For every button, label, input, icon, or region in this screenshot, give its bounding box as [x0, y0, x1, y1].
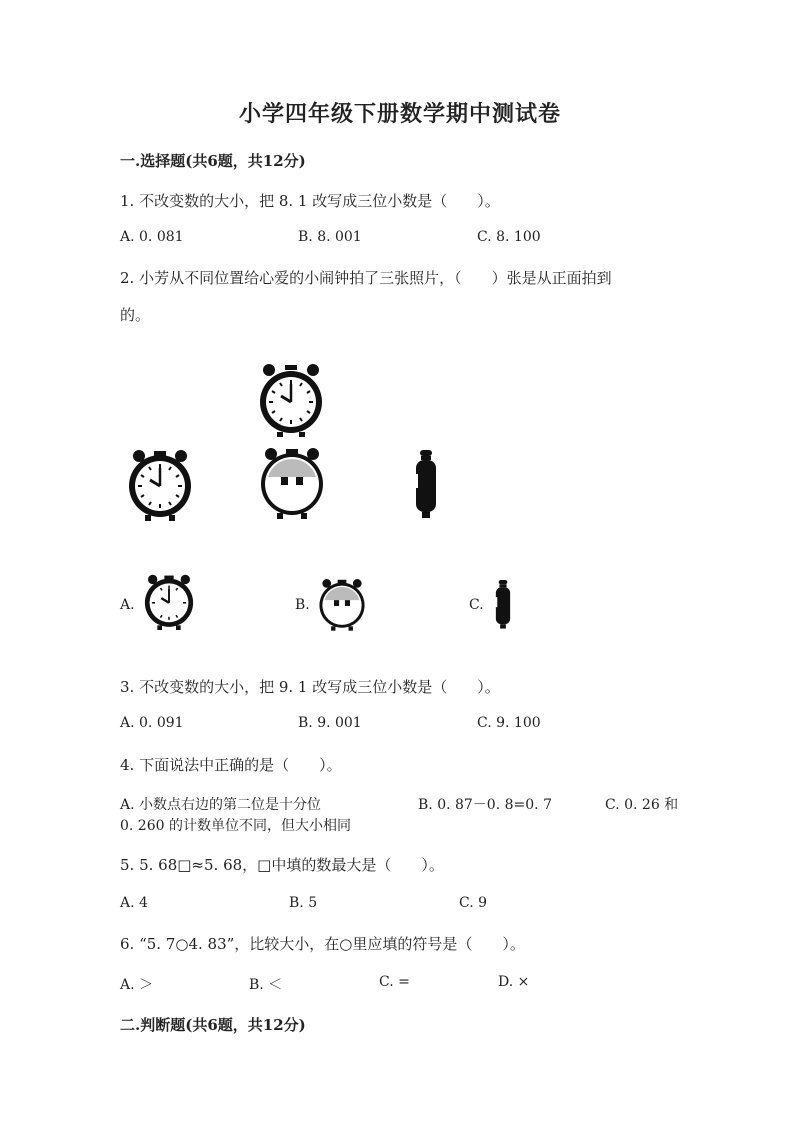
- question-1-option-b: B. 8. 001: [298, 229, 362, 245]
- option-b-clock-back-icon: [318, 578, 366, 631]
- question-3-text: 3. 不改变数的大小，把 9. 1 改写成三位小数是（ ）。: [120, 678, 500, 696]
- option-c-clock-side-icon: [493, 580, 513, 630]
- option-a-clock-front-icon: [142, 574, 196, 630]
- question-3-option-c: C. 9. 100: [477, 715, 541, 731]
- question-6-option-b: B. ＜: [249, 977, 283, 993]
- question-4-option-a: A. 小数点右边的第二位是十分位: [120, 797, 322, 813]
- question-4-text: 4. 下面说法中正确的是（ ）。: [120, 756, 342, 774]
- question-2-text-line2: 的。: [120, 306, 151, 324]
- question-4-option-c: C. 0. 26 和: [605, 797, 679, 813]
- question-2-text-line1: 2. 小芳从不同位置给心爱的小闹钟拍了三张照片，（ ）张是从正面拍到: [120, 269, 612, 287]
- clock-photo-top: [255, 362, 327, 437]
- clock-photo-back: [259, 447, 325, 519]
- question-1-option-c: C. 8. 100: [477, 229, 541, 245]
- question-2-option-c: C.: [469, 597, 484, 613]
- clock-photo-left: [127, 449, 193, 521]
- clock-photo-side: [412, 450, 440, 520]
- question-2-option-a: A.: [120, 597, 135, 613]
- question-5-option-a: A. 4: [120, 895, 148, 911]
- question-6-option-c: C. =: [379, 974, 410, 990]
- question-6-option-a: A. ＞: [120, 977, 154, 993]
- question-5-option-c: C. 9: [459, 895, 488, 911]
- question-1-text: 1. 不改变数的大小，把 8. 1 改写成三位小数是（ ）。: [120, 192, 500, 210]
- section-choice-heading: 一.选择题(共6题，共12分): [120, 152, 306, 170]
- question-6-text: 6. “5. 7○4. 83”，比较大小，在○里应填的符号是（ ）。: [120, 935, 525, 953]
- question-5-text: 5. 5. 68□≈5. 68，□中填的数最大是（ ）。: [120, 856, 444, 874]
- question-4-option-c-continuation: 0. 260 的计数单位不同，但大小相同: [120, 818, 351, 834]
- question-3-option-b: B. 9. 001: [298, 715, 362, 731]
- question-3-option-a: A. 0. 091: [120, 715, 184, 731]
- section-judgment-heading: 二.判断题(共6题，共12分): [120, 1016, 306, 1034]
- question-1-option-a: A. 0. 081: [120, 229, 184, 245]
- question-2-option-b: B.: [295, 597, 310, 613]
- question-5-option-b: B. 5: [289, 895, 318, 911]
- question-6-option-d: D. ×: [498, 974, 530, 990]
- page-title: 小学四年级下册数学期中测试卷: [238, 101, 561, 127]
- question-4-option-b: B. 0. 87－0. 8=0. 7: [418, 797, 552, 813]
